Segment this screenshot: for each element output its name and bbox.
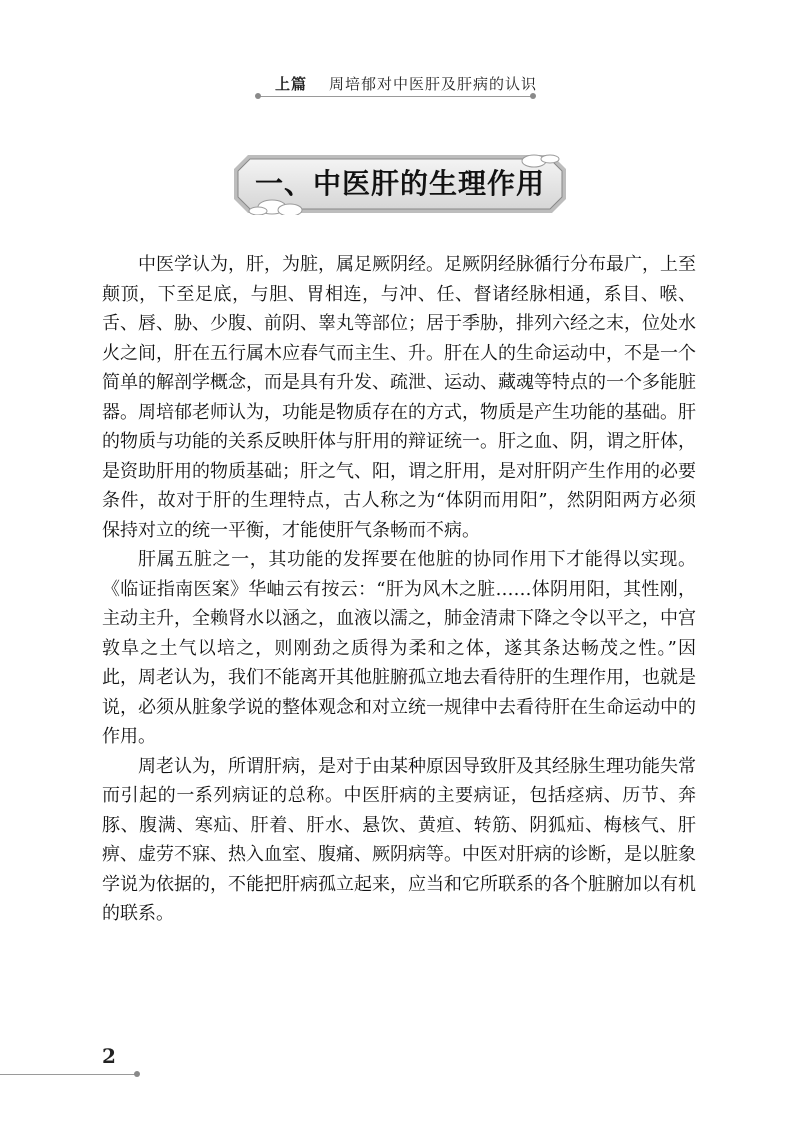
header-rule <box>258 96 533 97</box>
body-text <box>102 250 696 929</box>
footer-rule <box>0 1074 136 1075</box>
header-rule-dot-left <box>255 93 261 99</box>
paragraph: 周老认为，所谓肝病，是对于由某种原因导致肝及其经脉生理功能失常而引起的一系列病证的总称。中医肝病的主要病证，包括痉病、历节、奔豚、腹满、寒疝、肝着、肝水、悬饮、黄疸、转筋、阴狐疝、梅核气、肝痹、虚劳不寐、热入血室、腹痛、厥阴病等。中医对肝病的诊断，是以脏象学说为依据的，不能把肝病孤立起来，应当和它所联系的各个脏腑加以有机的联系。 <box>102 755 696 924</box>
header-part: 上篇 <box>275 75 308 93</box>
section-title: 一、中医肝的生理作用 <box>254 167 545 200</box>
page-number: 2 <box>102 1044 116 1068</box>
paragraph: 中医学认为，肝，为脏，属足厥阴经。足厥阴经脉循行分布最广，上至颠顶，下至足底，与胆、胃相连，与冲、任、督诸经脉相通，系目、喉、舌、唇、胁、少腹、前阴、睾丸等部位；居于季胁，排列六经之末，位处水火之间，肝在五行属木应春气而主生、升。肝在人的生命运动中，不是一个简单的解剖学概念，而是具有升发、疏泄、运动、藏魂等特点的一个多能脏器。周培郁老师认为，功能是物质存在的方式，物质是产生功能的基础。肝的物质与功能的关系反映肝体与肝用的辩证统一。肝之血、阴，谓之肝体，是资助肝用的物质基础；肝之气、阳，谓之肝用，是对肝阴产生作用的必要条件，故对于肝的生理特点，古人称之为“体阴而用阳”，然阴阳两方必须保持对立的统一平衡，才能使肝气条畅而不病。 <box>102 254 696 541</box>
header-chapter: 周培郁对中医肝及肝病的认识 <box>329 75 538 93</box>
running-header <box>275 73 538 94</box>
section-title-badge <box>232 153 568 215</box>
footer-rule-dot <box>134 1071 140 1077</box>
paragraph: 肝属五脏之一，其功能的发挥要在他脏的协同作用下才能得以实现。《临证指南医案》华岫云有按云：“肝为风木之脏……体阴用阳，其性刚，主动主升，全赖肾水以涵之，血液以濡之，肺金清肃下降之令以平之，中宫敦阜之土气以培之，则刚劲之质得为柔和之体，遂其条达畅茂之性。”因此，周老认为，我们不能离开其他脏腑孤立地去看待肝的生理作用，也就是说，必须从脏象学说的整体观念和对立统一规律中去看待肝在生命运动中的作用。 <box>102 549 696 747</box>
